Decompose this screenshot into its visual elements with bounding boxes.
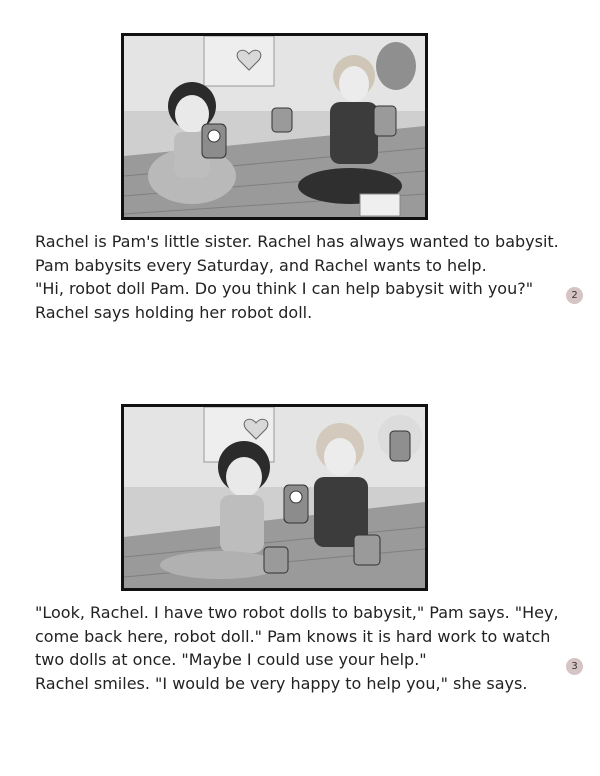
page-3-line-4: Rachel smiles. "I would be very happy to help you," she says. xyxy=(35,673,528,693)
page-3-line-3: two dolls at once. "Maybe I could use your help." xyxy=(35,650,427,669)
page-number-3: 3 xyxy=(566,658,583,675)
page-2-line-2: Pam babysits every Saturday, and Rachel wants to help. xyxy=(35,255,487,275)
page-2-line-3: "Hi, robot doll Pam. Do you think I can help babysit with you?" xyxy=(35,279,534,298)
page-2-text xyxy=(35,230,560,324)
illustration-2-art xyxy=(124,407,425,588)
illustration-1-art xyxy=(124,36,425,217)
illustration-1 xyxy=(121,33,428,220)
page-2-line-1: Rachel is Pam's little sister. Rachel has always wanted to babysit. xyxy=(35,232,559,251)
illustration-2 xyxy=(121,404,428,591)
page-3-line-2: come back here, robot doll." Pam knows it is hard work to watch xyxy=(35,626,551,646)
page-number-2: 2 xyxy=(566,287,583,304)
page-2-line-4: Rachel says holding her robot doll. xyxy=(35,302,313,322)
page-3-text xyxy=(35,601,560,695)
page-3-line-1: "Look, Rachel. I have two robot dolls to babysit," Pam says. "Hey, xyxy=(35,603,559,622)
